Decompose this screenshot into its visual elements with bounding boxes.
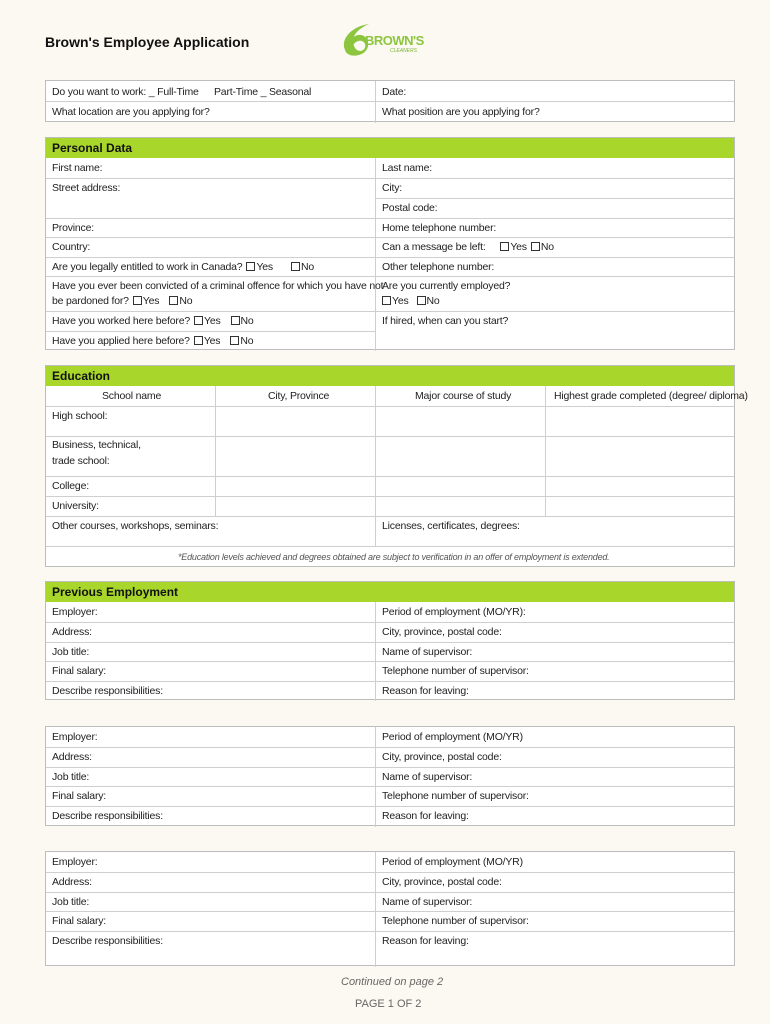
work-type-label[interactable]: Do you want to work: _ Full-Time: [52, 86, 199, 98]
city-province-postal-field[interactable]: City, province, postal code:: [382, 876, 502, 888]
convicted-yes-label: Yes: [142, 295, 160, 307]
employed-label: Are you currently employed?: [382, 280, 511, 292]
page-title: Brown's Employee Application: [45, 34, 250, 50]
legal-yes-checkbox[interactable]: [246, 262, 255, 271]
date-label[interactable]: Date:: [382, 86, 407, 98]
convicted-no-label: No: [179, 295, 193, 307]
reason-leaving-field[interactable]: Reason for leaving:: [382, 935, 469, 947]
responsibilities-field[interactable]: Describe responsibilities:: [52, 935, 163, 947]
legal-label: Are you legally entitled to work in Canada?: [52, 261, 243, 273]
employment-block-3: [45, 851, 735, 966]
worked-yes-label: Yes: [204, 315, 221, 327]
legal-question: [52, 261, 314, 273]
education-note: *Education levels achieved and degrees obtained are subject to verification in an offer of employment is extended.: [178, 552, 610, 562]
personal-data-heading: Personal Data: [52, 141, 133, 155]
period-field[interactable]: Period of employment (MO/YR):: [382, 606, 526, 618]
address-field[interactable]: Address:: [52, 626, 92, 638]
final-salary-field[interactable]: Final salary:: [52, 915, 107, 927]
home-phone-field[interactable]: Home telephone number:: [382, 222, 497, 234]
university-field[interactable]: University:: [52, 500, 99, 512]
applied-no-checkbox[interactable]: [230, 336, 239, 345]
country-field[interactable]: Country:: [52, 241, 91, 253]
education-heading: Education: [52, 369, 111, 383]
province-field[interactable]: Province:: [52, 222, 94, 234]
education-section: [45, 365, 748, 567]
part-time-seasonal-label[interactable]: Part-Time _ Seasonal: [214, 86, 312, 98]
start-date-field[interactable]: If hired, when can you start?: [382, 315, 509, 327]
college-field[interactable]: College:: [52, 480, 89, 492]
final-salary-field[interactable]: Final salary:: [52, 790, 107, 802]
supervisor-phone-field[interactable]: Telephone number of supervisor:: [382, 665, 529, 677]
convicted-label-line2: be pardoned for?: [52, 295, 129, 307]
employed-no-checkbox[interactable]: [417, 296, 426, 305]
continued-note: Continued on page 2: [341, 976, 444, 988]
worked-no-checkbox[interactable]: [231, 316, 240, 325]
job-title-field[interactable]: Job title:: [52, 896, 90, 908]
application-info-section: [45, 80, 735, 122]
personal-data-section: [45, 137, 735, 350]
supervisor-name-field[interactable]: Name of supervisor:: [382, 646, 473, 658]
last-name-field[interactable]: Last name:: [382, 162, 432, 174]
other-phone-field[interactable]: Other telephone number:: [382, 261, 495, 273]
worked-question: [52, 315, 254, 327]
message-question: [382, 241, 554, 253]
convicted-question: [52, 295, 192, 307]
city-province-postal-field[interactable]: City, province, postal code:: [382, 626, 502, 638]
supervisor-name-field[interactable]: Name of supervisor:: [382, 896, 473, 908]
applied-no-label: No: [240, 335, 254, 347]
job-title-field[interactable]: Job title:: [52, 771, 90, 783]
supervisor-phone-field[interactable]: Telephone number of supervisor:: [382, 790, 529, 802]
city-province-postal-field[interactable]: City, province, postal code:: [382, 751, 502, 763]
previous-employment-heading: Previous Employment: [52, 585, 179, 599]
responsibilities-field[interactable]: Describe responsibilities:: [52, 685, 163, 697]
employer-field[interactable]: Employer:: [52, 606, 98, 618]
page-number: PAGE 1 OF 2: [355, 998, 422, 1010]
convicted-yes-checkbox[interactable]: [133, 296, 142, 305]
employment-block-2: [45, 726, 735, 826]
employed-no-label: No: [426, 295, 440, 307]
employer-field[interactable]: Employer:: [52, 731, 98, 743]
message-yes-checkbox[interactable]: [500, 242, 509, 251]
postal-code-field[interactable]: Postal code:: [382, 202, 438, 214]
message-yes-label: Yes: [510, 241, 527, 253]
address-field[interactable]: Address:: [52, 751, 92, 763]
final-salary-field[interactable]: Final salary:: [52, 665, 107, 677]
job-title-field[interactable]: Job title:: [52, 646, 90, 658]
legal-yes-label: Yes: [256, 261, 273, 273]
reason-leaving-field[interactable]: Reason for leaving:: [382, 685, 469, 697]
reason-leaving-field[interactable]: Reason for leaving:: [382, 810, 469, 822]
worked-no-label: No: [240, 315, 254, 327]
street-address-field[interactable]: Street address:: [52, 182, 121, 194]
period-field[interactable]: Period of employment (MO/YR): [382, 856, 523, 868]
logo-text: BROWN'S: [365, 33, 424, 48]
column-highest-grade: Highest grade completed (degree/ diploma): [554, 390, 748, 402]
period-field[interactable]: Period of employment (MO/YR): [382, 731, 523, 743]
column-city-province: City, Province: [268, 390, 330, 402]
employer-field[interactable]: Employer:: [52, 856, 98, 868]
first-name-field[interactable]: First name:: [52, 162, 103, 174]
message-label: Can a message be left:: [382, 241, 486, 253]
convicted-no-checkbox[interactable]: [169, 296, 178, 305]
address-field[interactable]: Address:: [52, 876, 92, 888]
message-no-checkbox[interactable]: [531, 242, 540, 251]
convicted-label-line1: Have you ever been convicted of a criminal offence for which you have not: [52, 280, 384, 292]
employed-yes-label: Yes: [392, 295, 409, 307]
city-field[interactable]: City:: [382, 182, 403, 194]
responsibilities-field[interactable]: Describe responsibilities:: [52, 810, 163, 822]
business-field-line1[interactable]: Business, technical,: [52, 439, 141, 451]
applied-label: Have you applied here before?: [52, 335, 190, 347]
applied-yes-checkbox[interactable]: [194, 336, 203, 345]
position-label[interactable]: What position are you applying for?: [382, 106, 540, 118]
logo-subtext: CLEANERS: [390, 48, 417, 54]
message-no-label: No: [540, 241, 554, 253]
employment-block-1: [45, 581, 735, 700]
applied-yes-label: Yes: [203, 335, 221, 347]
column-school-name: School name: [102, 390, 162, 402]
high-school-field[interactable]: High school:: [52, 410, 108, 422]
applied-question: [52, 335, 253, 347]
worked-label: Have you worked here before?: [52, 315, 190, 327]
supervisor-phone-field[interactable]: Telephone number of supervisor:: [382, 915, 529, 927]
supervisor-name-field[interactable]: Name of supervisor:: [382, 771, 473, 783]
business-field-line2[interactable]: trade school:: [52, 455, 110, 467]
other-courses-field[interactable]: Other courses, workshops, seminars:: [52, 520, 219, 532]
employed-yes-checkbox[interactable]: [382, 296, 391, 305]
location-label[interactable]: What location are you applying for?: [52, 106, 210, 118]
column-major: Major course of study: [415, 390, 512, 402]
worked-yes-checkbox[interactable]: [194, 316, 203, 325]
legal-no-checkbox[interactable]: [291, 262, 300, 271]
licenses-field[interactable]: Licenses, certificates, degrees:: [382, 520, 520, 532]
legal-no-label: No: [300, 261, 314, 273]
employed-options: [378, 295, 440, 307]
